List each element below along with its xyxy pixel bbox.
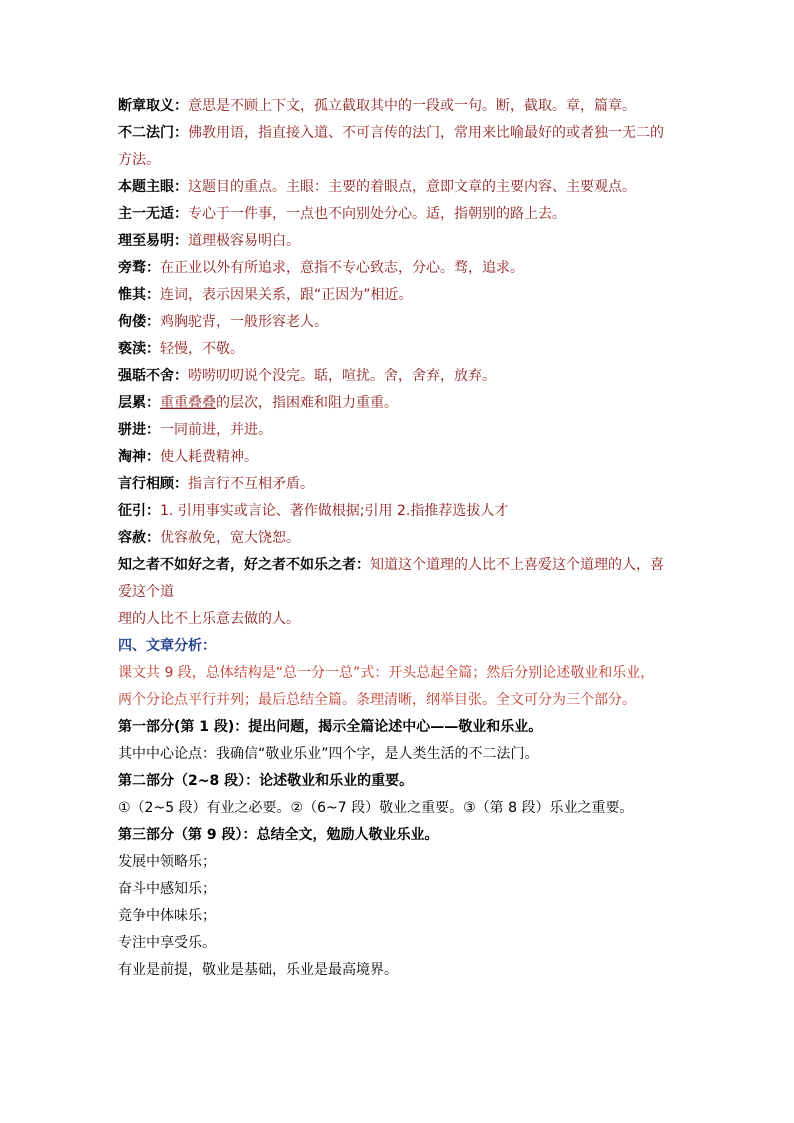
glossary-entry [118,174,678,201]
glossary-entry [118,498,678,525]
glossary-entry [118,444,678,471]
glossary-definition: 一同前进，并进。 [160,422,272,438]
glossary-entry [118,363,678,390]
glossary-term: 主一无适： [118,206,188,222]
glossary-term: 骈进： [118,422,160,438]
glossary-entry [118,471,678,498]
glossary-entry [118,282,678,309]
glossary-definition-underlined: 重重叠叠 [160,395,216,411]
glossary-term: 层累： [118,395,160,411]
glossary-entry [118,552,678,579]
part-three-summary: 第三部分（第 9 段）：总结全文，勉励人敬业乐业。 [118,827,439,843]
glossary-entry [118,120,678,147]
glossary-entry [118,606,678,633]
part-one-summary: 第一部分(第 1 段)：提出问题，揭示全篇论述中心——敬业和乐业。 [118,719,543,735]
glossary-term: 惟其： [118,287,160,303]
glossary-entry [118,336,678,363]
glossary-term: 不二法门： [118,125,188,141]
part-two-detail: ①（2~5 段）有业之必要。②（6~7 段）敬业之重要。③（第 8 段）乐业之重要。 [118,800,634,816]
glossary-entry [118,255,678,282]
glossary-entry [118,201,678,228]
glossary-definition: 意思是不顾上下文，孤立截取其中的一段或一句。断，截取。章，篇章。 [188,98,636,114]
glossary-definition: 唠唠叨叨说个没完。聒，喧扰。舍，舍弃，放弃。 [188,368,496,384]
glossary-term: 断章取义： [118,98,188,114]
closing-line: 发展中领略乐； [118,854,216,870]
glossary-term: 理至易明： [118,233,188,249]
closing-line: 竞争中体味乐； [118,908,216,924]
glossary-term: 言行相顾： [118,476,188,492]
glossary-definition: 连词，表示因果关系，跟“正因为”相近。 [160,287,413,303]
glossary-term: 本题主眼： [118,179,188,195]
glossary-entry [118,390,678,417]
glossary-definition: 使人耗费精神。 [160,449,258,465]
glossary-term: 强聒不舍： [118,368,188,384]
glossary-definition: 爱这个道 [118,584,174,600]
glossary-entry [118,93,678,120]
glossary-definition: 在正业以外有所追求，意指不专心致志，分心。骛，追求。 [160,260,524,276]
analysis-intro: 课文共 9 段，总体结构是“总一分一总”式：开头总起全篇；然后分别论述敬业和乐业， [118,665,655,681]
glossary-definition: 优容赦免，宽大饶恕。 [160,530,300,546]
closing-line: 有业是前提，敬业是基础，乐业是最高境界。 [118,962,398,978]
glossary-term: 旁骛： [118,260,160,276]
glossary-definition: 道理极容易明白。 [188,233,300,249]
glossary-definition: 理的人比不上乐意去做的人。 [118,611,300,627]
closing-line: 奋斗中感知乐； [118,881,216,897]
analysis-intro: 两个分论点平行并列；最后总结全篇。条理清晰，纲举目张。全文可分为三个部分。 [118,692,636,708]
document-body [118,93,678,984]
section-heading: 四、文章分析： [118,638,216,654]
glossary-entry [118,147,678,174]
glossary-term: 淘神： [118,449,160,465]
glossary-term: 亵渎： [118,341,160,357]
glossary-definition: 1. 引用事实或言论、著作做根据;引用 2.指推荐选拔人才 [160,503,509,519]
central-thesis: 其中中心论点：我确信“敬业乐业”四个字，是人类生活的不二法门。 [118,746,539,762]
part-two-summary: 第二部分（2~8 段）：论述敬业和乐业的重要。 [118,773,414,789]
glossary-term: 知之者不如好之者，好之者不如乐之者： [118,557,370,573]
glossary-entry [118,417,678,444]
glossary-entry [118,579,678,606]
glossary-definition: 佛教用语，指直接入道、不可言传的法门，常用来比喻最好的或者独一无二的 [188,125,664,141]
glossary-term: 容赦： [118,530,160,546]
glossary-definition: 方法。 [118,152,160,168]
closing-line: 专注中享受乐。 [118,935,216,951]
glossary-entry [118,525,678,552]
glossary-definition: 的层次，指困难和阻力重重。 [216,395,398,411]
glossary-definition: 这题目的重点。主眼：主要的着眼点，意即文章的主要内容、主要观点。 [188,179,636,195]
glossary-term: 佝偻： [118,314,160,330]
glossary-entry [118,228,678,255]
glossary-definition: 轻慢，不敬。 [160,341,244,357]
glossary-definition: 指言行不互相矛盾。 [188,476,314,492]
glossary-definition: 鸡胸驼背，一般形容老人。 [160,314,328,330]
glossary-definition: 知道这个道理的人比不上喜爱这个道理的人，喜 [370,557,664,573]
glossary-entry [118,309,678,336]
glossary-term: 征引： [118,503,160,519]
glossary-definition: 专心于一件事，一点也不向别处分心。适，指朝别的路上去。 [188,206,566,222]
